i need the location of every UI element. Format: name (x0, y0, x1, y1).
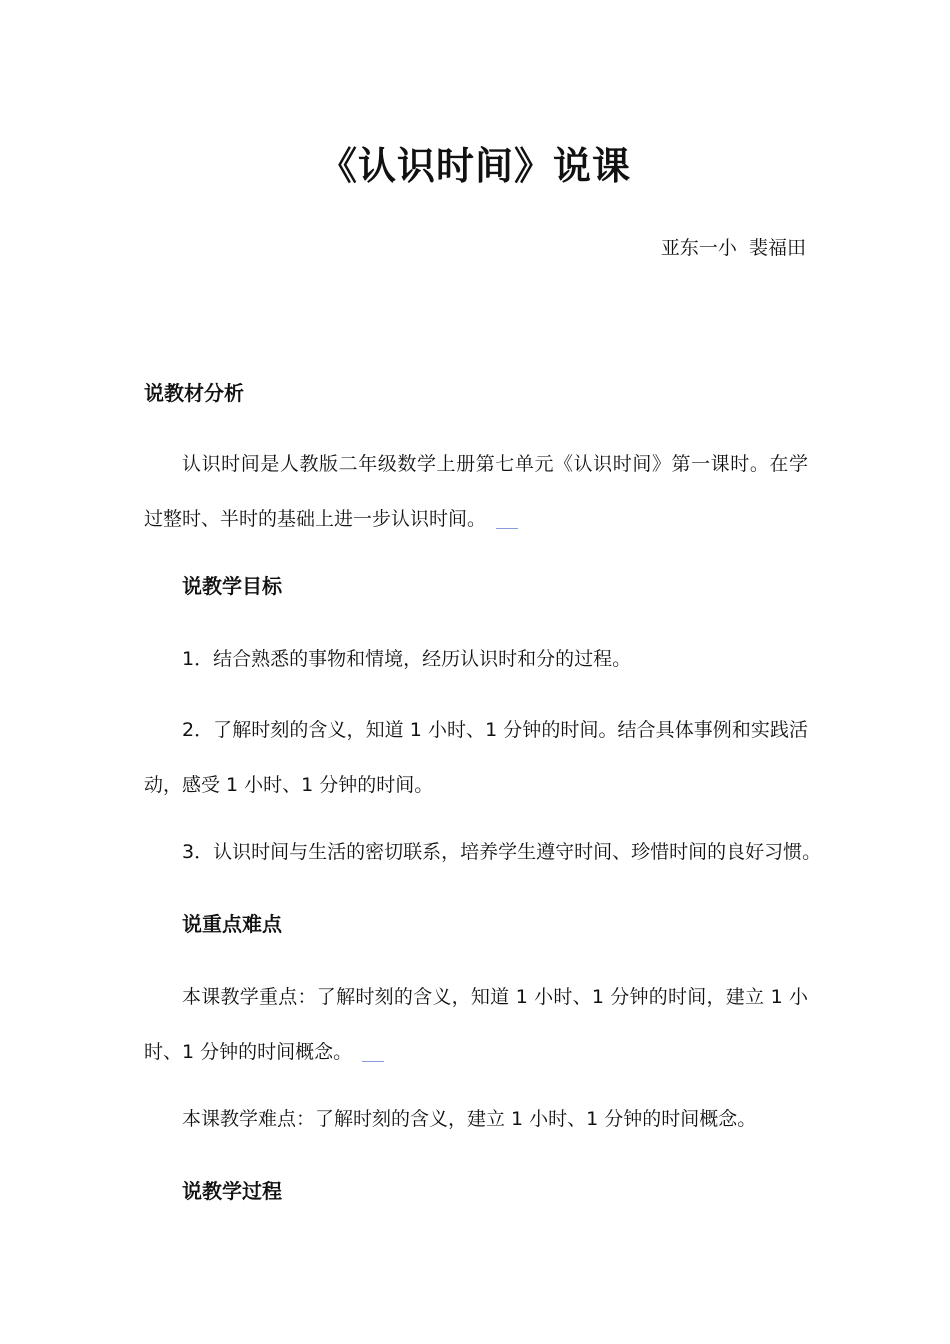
author-line: 亚东一小 裴福田 (660, 237, 806, 259)
heading-analysis: 说教材分析 (144, 381, 244, 405)
heading-process: 说教学过程 (182, 1179, 282, 1203)
goal-item-2: 2．了解时刻的含义，知道 1 小时、1 分钟的时间。结合具体事例和实践活动，感受 1 小时、1 分钟的时间。 (144, 719, 808, 796)
goal-item-3: 3．认识时间与生活的密切联系，培养学生遵守时间、珍惜时间的良好习惯。 (182, 841, 822, 863)
paragraph-difficulty: 本课教学难点：了解时刻的含义，建立 1 小时、1 分钟的时间概念。 (182, 1108, 757, 1130)
goal-item-1: 1．结合熟悉的事物和情境，经历认识时和分的过程。 (182, 648, 632, 670)
paragraph-analysis (144, 437, 808, 547)
heading-keypoints: 说重点难点 (182, 912, 282, 936)
edit-mark (496, 528, 518, 529)
paragraph-focus-text: 本课教学重点：了解时刻的含义，知道 1 小时、1 分钟的时间，建立 1 小时、1 分钟的时间概念。 (144, 986, 808, 1063)
heading-goals: 说教学目标 (182, 574, 282, 598)
edit-mark (362, 1061, 384, 1062)
paragraph-analysis-text: 认识时间是人教版二年级数学上册第七单元《认识时间》第一课时。在学过整时、半时的基础上进一步认识时间。 (144, 453, 808, 530)
document-title: 《认识时间》说课 (318, 144, 631, 188)
paragraph-focus (144, 970, 808, 1080)
